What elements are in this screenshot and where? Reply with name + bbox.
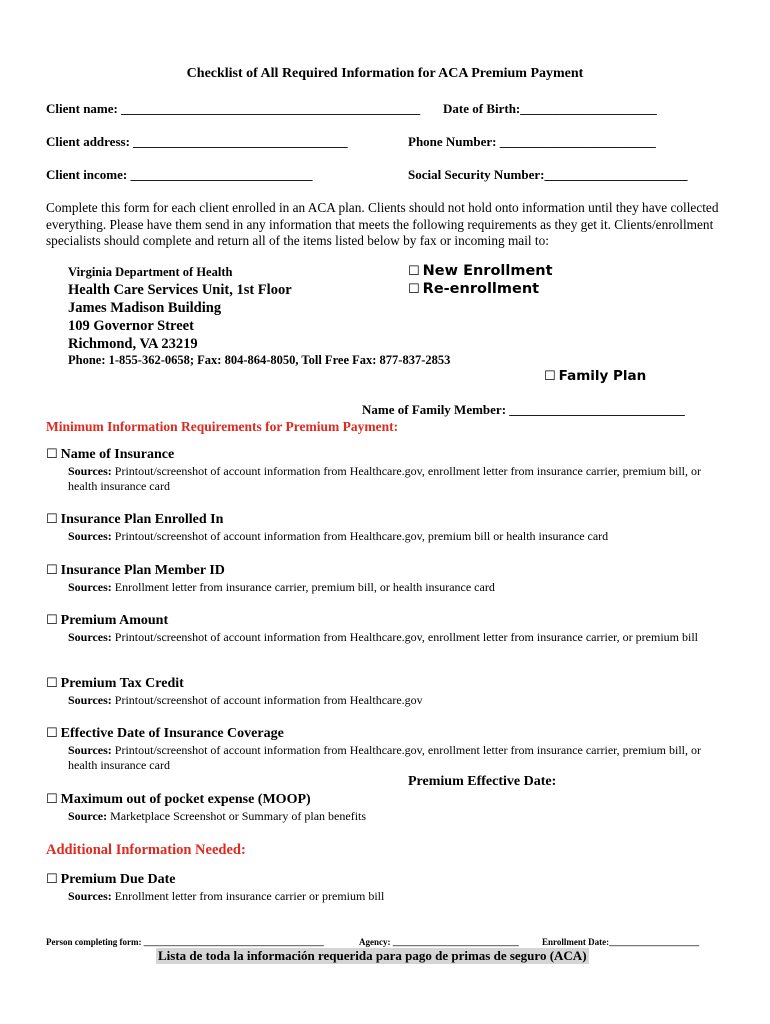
item-sources: Sources: Printout/screenshot of account information from Healthcare.gov bbox=[68, 693, 423, 707]
item-insurance-plan-member-id[interactable]: ☐ Insurance Plan Member ID bbox=[46, 563, 225, 578]
checkbox-icon: ☐ bbox=[46, 563, 58, 578]
address-line-2: Health Care Services Unit, 1st Floor bbox=[68, 282, 292, 298]
item-effective-date-coverage[interactable]: ☐ Effective Date of Insurance Coverage bbox=[46, 726, 284, 741]
enrollment-date-field[interactable]: Enrollment Date:____________________ bbox=[542, 937, 700, 947]
person-completing-field[interactable]: Person completing form: ________________________________________ bbox=[46, 937, 324, 947]
item-sources: Sources: Printout/screenshot of account information from Healthcare.gov, enrollment letter from insurance carrier, or premium bill bbox=[68, 630, 698, 644]
item-insurance-plan-enrolled[interactable]: ☐ Insurance Plan Enrolled In bbox=[46, 512, 224, 527]
item-name-of-insurance[interactable]: ☐ Name of Insurance bbox=[46, 447, 175, 462]
address-line-5: Richmond, VA 23219 bbox=[68, 336, 198, 352]
agency-field[interactable]: Agency: ____________________________ bbox=[359, 937, 519, 947]
family-member-field[interactable]: Name of Family Member: ___________________________ bbox=[362, 402, 685, 417]
item-sources: Sources: Enrollment letter from insurance carrier, premium bill, or health insurance card bbox=[68, 580, 495, 594]
address-line-4: 109 Governor Street bbox=[68, 318, 194, 334]
address-line-3: James Madison Building bbox=[68, 300, 222, 316]
checkbox-icon: ☐ bbox=[46, 512, 58, 527]
checkbox-icon: ☐ bbox=[46, 792, 58, 807]
new-enrollment-checkbox[interactable]: ☐ New Enrollment bbox=[408, 263, 553, 279]
re-enrollment-checkbox[interactable]: ☐ Re-enrollment bbox=[408, 281, 540, 297]
item-sources: Sources: Enrollment letter from insurance carrier or premium bill bbox=[68, 889, 385, 903]
item-sources: Sources: Printout/screenshot of account information from Healthcare.gov, enrollment letter from insurance carrier, premium bill, or health insurance card bbox=[68, 743, 701, 772]
checkbox-icon: ☐ bbox=[46, 447, 58, 462]
instructions-paragraph: Complete this form for each client enrolled in an ACA plan. Clients should not hold onto information until they have collected everything. Please have them send in any information that meets the following requirements as they get it. Clients/enrollment specialists should complete and return all of the items listed below by fax or incoming mail to: bbox=[46, 200, 719, 248]
item-moop[interactable]: ☐ Maximum out of pocket expense (MOOP) bbox=[46, 792, 311, 807]
checkbox-icon: ☐ bbox=[408, 282, 420, 297]
checkbox-icon: ☐ bbox=[46, 872, 58, 887]
checkbox-icon: ☐ bbox=[408, 264, 420, 279]
client-income-field[interactable]: Client income: ____________________________ bbox=[46, 167, 313, 182]
ssn-field[interactable]: Social Security Number:______________________ bbox=[408, 167, 688, 182]
checkbox-icon: ☐ bbox=[46, 726, 58, 741]
family-plan-checkbox[interactable]: ☐ Family Plan bbox=[544, 368, 647, 384]
item-sources: Source: Marketplace Screenshot or Summary of plan benefits bbox=[68, 809, 367, 823]
item-premium-tax-credit[interactable]: ☐ Premium Tax Credit bbox=[46, 676, 184, 691]
checkbox-icon: ☐ bbox=[46, 676, 58, 691]
date-of-birth-field[interactable]: Date of Birth:_____________________ bbox=[443, 101, 657, 116]
checkbox-icon: ☐ bbox=[46, 613, 58, 628]
page-title: Checklist of All Required Information for ACA Premium Payment bbox=[186, 66, 584, 81]
premium-effective-date-label: Premium Effective Date: bbox=[408, 774, 557, 789]
item-sources: Sources: Printout/screenshot of account information from Healthcare.gov, premium bill or health insurance card bbox=[68, 529, 609, 543]
additional-info-heading: Additional Information Needed: bbox=[46, 842, 246, 858]
client-address-field[interactable]: Client address: _________________________________ bbox=[46, 134, 348, 149]
minimum-requirements-heading: Minimum Information Requirements for Premium Payment: bbox=[46, 419, 399, 434]
item-premium-amount[interactable]: ☐ Premium Amount bbox=[46, 613, 169, 628]
spanish-title: Lista de toda la información requerida para pago de primas de seguro (ACA) bbox=[158, 948, 587, 963]
contact-phone-fax: Phone: 1-855-362-0658; Fax: 804-864-8050, Toll Free Fax: 877-837-2853 bbox=[68, 353, 451, 367]
address-line-1: Virginia Department of Health bbox=[68, 265, 233, 279]
item-premium-due-date[interactable]: ☐ Premium Due Date bbox=[46, 872, 176, 887]
client-name-field[interactable]: Client name: ______________________________________________ bbox=[46, 101, 421, 116]
checkbox-icon: ☐ bbox=[544, 369, 556, 384]
phone-number-field[interactable]: Phone Number: ________________________ bbox=[408, 134, 656, 149]
item-sources: Sources: Printout/screenshot of account information from Healthcare.gov, enrollment letter from insurance carrier, premium bill, or health insurance card bbox=[68, 464, 701, 493]
